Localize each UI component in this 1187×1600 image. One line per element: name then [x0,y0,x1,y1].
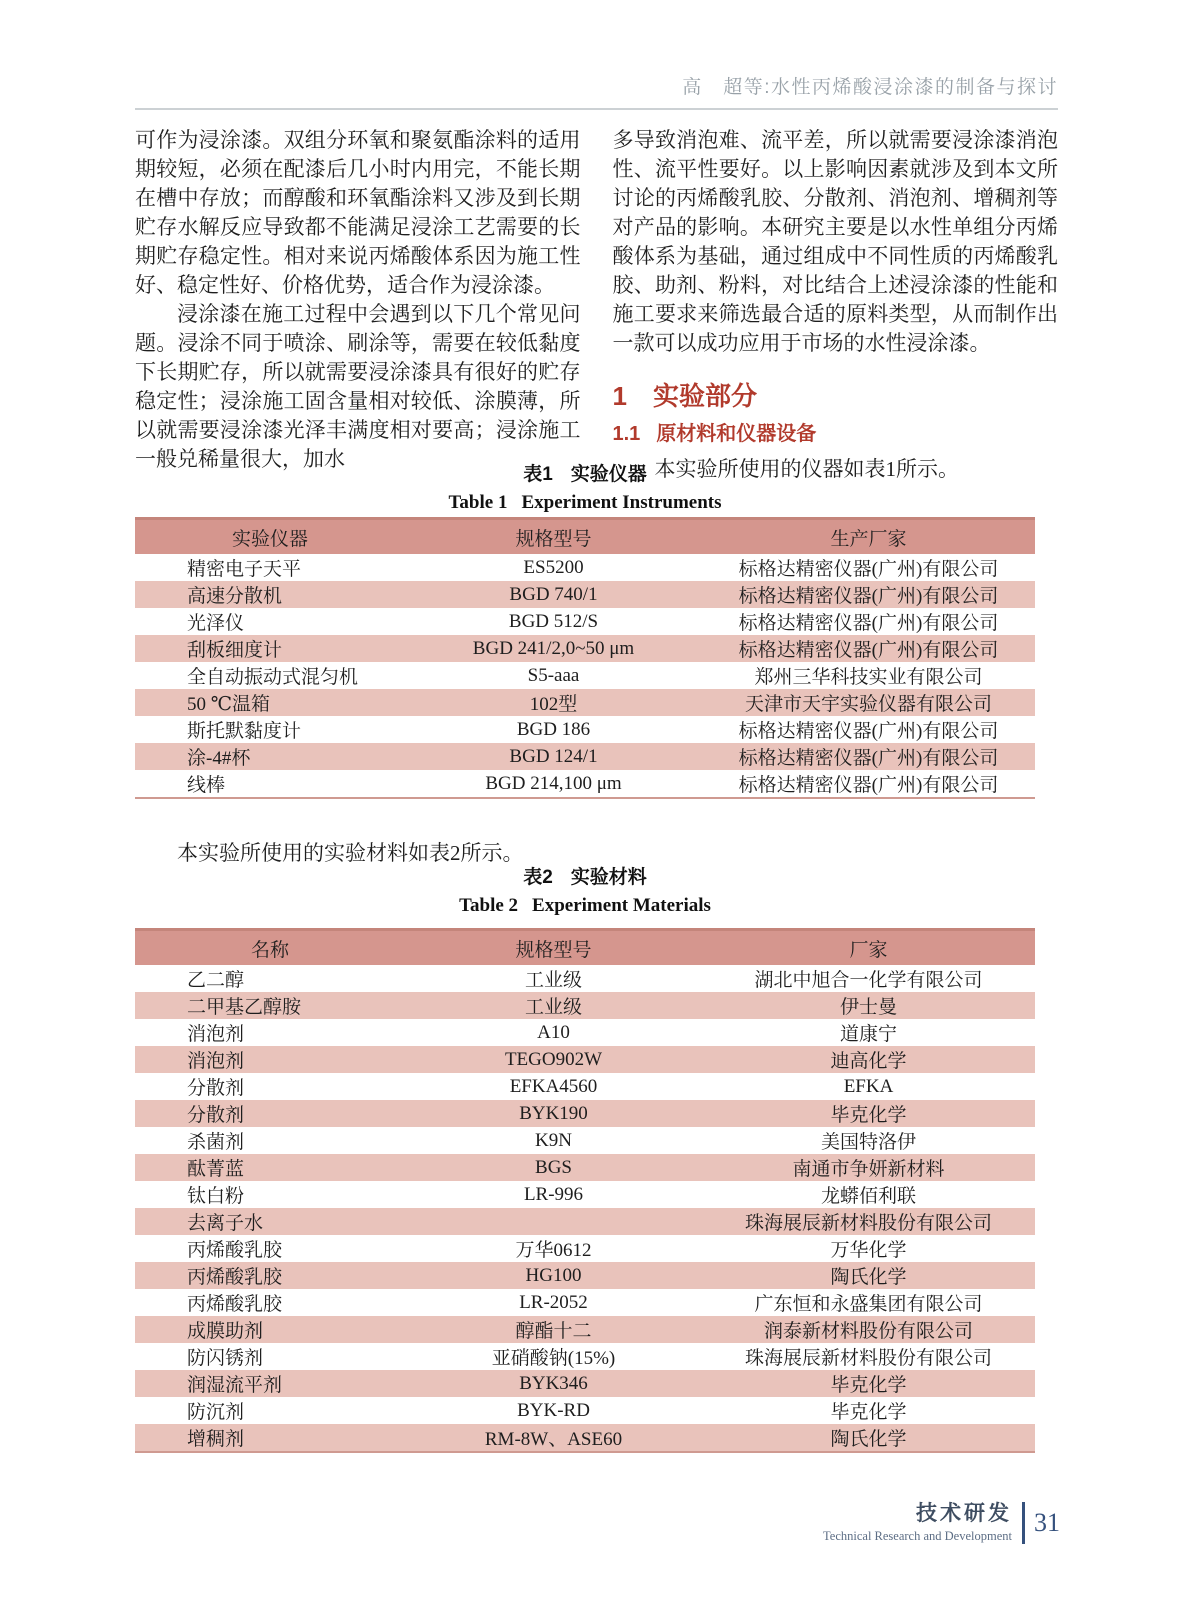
section-title: 原材料和仪器设备 [656,423,817,445]
table-cell: 标格达精密仪器(广州)有限公司 [702,581,1035,608]
table-row [135,1289,1035,1316]
table-cell: 杀菌剂 [187,1132,245,1153]
table-cell: HG100 [405,1262,702,1289]
paragraph-table2-intro: 本实验所使用的实验材料如表2所示。 [177,841,524,865]
left-column [135,126,581,484]
table2-caption-zh-label: 表2 [523,867,553,888]
table2-caption-en [135,893,1035,919]
table-cell: BGS [405,1154,702,1181]
table-cell: 消泡剂 [187,1024,245,1045]
table-row [135,635,1035,662]
table-header-cell: 生产厂家 [702,519,1035,555]
table-cell: 防闪锈剂 [187,1348,264,1369]
table-cell: BYK-RD [517,1399,590,1421]
table-cell: 南通市争妍新材料 [702,1154,1035,1181]
table-cell [405,1208,702,1235]
table2-caption [135,866,1035,919]
table1-caption-en [135,490,1035,516]
instruments-table-body [135,554,1035,798]
table-cell: RM-8W、ASE60 [405,1424,702,1452]
section-number: 1 [612,381,627,411]
table-cell: 伊士曼 [702,992,1035,1019]
table-row [135,1235,1035,1262]
table-row [135,1181,1035,1208]
table-row [135,581,1035,608]
table-cell: 工业级 [524,970,582,991]
table-row [135,1100,1035,1127]
table-row [135,1046,1035,1073]
table1-caption-en-label: Table 1 [448,492,508,513]
table-cell: ES5200 [523,556,584,578]
table-cell: 润湿流平剂 [135,1370,405,1397]
table-row [135,1370,1035,1397]
paragraph-table1-intro: 本实验所使用的仪器如表1所示。 [654,457,959,481]
table-row [135,965,1035,992]
table-header-cell: 名称 [135,930,405,966]
table-cell: BGD 740/1 [405,581,702,608]
table-header-cell: 规格型号 [405,930,702,966]
materials-table-body [135,965,1035,1452]
table-cell: 50 ℃温箱 [135,689,405,716]
table1-caption-zh [135,463,1035,487]
table-cell: 斯托默黏度计 [187,721,302,742]
table-cell: 迪高化学 [702,1046,1035,1073]
table-cell: 广东恒和永盛集团有限公司 [754,1294,983,1315]
table-row [135,1073,1035,1100]
table2-caption-zh-text: 实验材料 [570,867,647,888]
table-row [135,662,1035,689]
table-cell: LR-996 [523,1183,584,1205]
table-cell: 酞菁蓝 [135,1154,405,1181]
table-row [135,554,1035,581]
table-cell: BGD 186 [516,718,591,740]
table-header-cell: 实验仪器 [135,519,405,555]
instruments-table-head [135,519,1035,555]
table-row [135,992,1035,1019]
table-cell: 二甲基乙醇胺 [135,992,405,1019]
table-cell: 珠海展辰新材料股份有限公司 [744,1348,992,1369]
paragraph-problems: 浸涂漆在施工过程中会遇到以下几个常见问题。浸涂不同于喷涂、刷涂等，需要在较低黏度下长期贮存，所以就需要浸涂漆具有很好的贮存稳定性；浸涂施工固含量相对较低、涂膜薄，所以就需要浸涂漆光泽丰满度相对要高；浸涂施工一般兑稀量很大，加水 [135,302,581,471]
table-cell: 丙烯酸乳胶 [135,1262,405,1289]
table-cell: 陶氏化学 [702,1262,1035,1289]
page-number: 31 [1034,1508,1060,1537]
table-cell: 分散剂 [135,1100,405,1127]
table-cell: S5-aaa [527,664,580,686]
table-cell: 万华化学 [830,1240,907,1261]
table-cell: 天津市天宇实验仪器有限公司 [702,689,1035,716]
footer-divider [1022,1502,1025,1544]
materials-table-head [135,930,1035,966]
table-cell: BGD 241/2,0~50 μm [405,635,702,662]
table-cell: EFKA4560 [509,1075,598,1097]
table-cell: 郑州三华科技实业有限公司 [754,667,983,688]
table1-caption-zh-text: 实验仪器 [570,464,647,485]
table-cell: 陶氏化学 [702,1424,1035,1452]
table-row [135,770,1035,798]
table-row [135,1262,1035,1289]
table-cell: A10 [537,1021,570,1043]
table-cell: 防沉剂 [187,1402,245,1423]
table-row [135,743,1035,770]
table-header-cell: 厂家 [702,930,1035,966]
table-cell: 万华0612 [515,1240,592,1261]
table2-caption-zh [135,866,1035,890]
paragraph-continuation: 可作为浸涂漆。双组分环氧和聚氨酯涂料的适用期较短，必须在配漆后几小时内用完，不能长期在槽中存放；而醇酸和环氧酯涂料又涉及到长期贮存水解反应导致都不能满足浸涂工艺需要的长期贮存稳定性。相对来说丙烯酸体系因为施工性好、稳定性好、价格优势，适合作为浸涂漆。 [135,128,581,297]
section-number: 1.1 [612,423,641,445]
running-head-title: 高 超等:水性丙烯酸浸涂漆的制备与探讨 [682,77,1058,98]
table-cell: 精密电子天平 [187,559,302,580]
table-cell: K9N [535,1129,572,1151]
table-cell: 标格达精密仪器(广州)有限公司 [702,635,1035,662]
page-footer [823,1502,1060,1544]
table-cell: 光泽仪 [187,613,245,634]
footer-section-label: 技术研发 [916,1502,1012,1525]
table-cell: 高速分散机 [135,581,405,608]
table-cell: 醇酯十二 [405,1316,702,1343]
table-cell: 美国特洛伊 [820,1132,916,1153]
table-cell: 标格达精密仪器(广州)有限公司 [738,775,999,796]
table-row [135,1424,1035,1452]
section-title: 实验部分 [652,381,757,411]
table-cell: 龙蟒佰利联 [820,1186,916,1207]
table-cell: TEGO902W [405,1046,702,1073]
instruments-table [135,517,1035,799]
table-cell: 标格达精密仪器(广州)有限公司 [738,559,999,580]
paragraph-research-overview: 多导致消泡难、流平差，所以就需要浸涂漆消泡性、流平性要好。以上影响因素就涉及到本文所讨论的丙烯酸乳胶、分散剂、消泡剂、增稠剂等对产品的影响。本研究主要是以水性单组分丙烯酸体系为基础，通过组成中不同性质的丙烯酸乳胶、助剂、粉料，对比结合上述浸涂漆的性能和施工要求来筛选最合适的原料类型，从而制作出一款可以成功应用于市场的水性浸涂漆。 [612,128,1058,355]
table-cell: 102型 [405,689,702,716]
table-cell: 珠海展辰新材料股份有限公司 [702,1208,1035,1235]
table-cell: 去离子水 [135,1208,405,1235]
table-cell: 亚硝酸钠(15%) [491,1348,616,1369]
table-cell: 毕克化学 [702,1100,1035,1127]
table-row [135,689,1035,716]
table-cell: EFKA [843,1075,894,1097]
table-cell: 线棒 [187,775,226,796]
table-cell: 丙烯酸乳胶 [187,1240,283,1261]
table-header-row [135,930,1035,966]
materials-table [135,928,1035,1453]
table-header-cell: 规格型号 [405,519,702,555]
table-cell: 湖北中旭合一化学有限公司 [754,970,983,991]
table1-caption [135,463,1035,516]
table-cell: 毕克化学 [702,1370,1035,1397]
section-heading-1-1 [613,421,1059,447]
table-cell: LR-2052 [519,1291,588,1313]
table-row [135,716,1035,743]
table-row [135,608,1035,635]
table-cell: BYK346 [405,1370,702,1397]
table-row [135,1208,1035,1235]
table-cell: 标格达精密仪器(广州)有限公司 [738,613,999,634]
table2-caption-en-label: Table 2 [459,895,519,916]
table-cell: 钛白粉 [187,1186,245,1207]
table-cell: 成膜助剂 [135,1316,405,1343]
section-heading-1 [613,381,1059,411]
table-cell: 毕克化学 [830,1402,907,1423]
table1-caption-zh-label: 表1 [523,464,553,485]
table-cell: 全自动振动式混匀机 [187,667,359,688]
table-cell: BGD 512/S [508,610,599,632]
table-row [135,1019,1035,1046]
table-cell: 道康宁 [839,1024,897,1045]
table-cell: 刮板细度计 [135,635,405,662]
article-columns [135,126,1058,484]
table-cell: 分散剂 [187,1078,245,1099]
table-cell: 增稠剂 [135,1424,405,1452]
table-row [135,1316,1035,1343]
running-head-rule [135,108,1058,110]
right-column [613,126,1059,484]
footer-section [823,1502,1012,1544]
table-cell: BGD 124/1 [405,743,702,770]
table-row [135,1397,1035,1424]
table-cell: 消泡剂 [135,1046,405,1073]
table-cell: 标格达精密仪器(广州)有限公司 [702,743,1035,770]
table1-caption-en-text: Experiment Instruments [521,492,722,513]
table-cell: 乙二醇 [187,970,245,991]
table-row [135,1127,1035,1154]
table-cell: 工业级 [405,992,702,1019]
table-cell: 润泰新材料股份有限公司 [702,1316,1035,1343]
table-cell: BYK190 [405,1100,702,1127]
footer-section-sublabel: Technical Research and Development [823,1529,1012,1543]
table-row [135,1154,1035,1181]
table-header-row [135,519,1035,555]
table-cell: BGD 214,100 μm [485,772,622,794]
table-cell: 涂-4#杯 [135,743,405,770]
table-row [135,1343,1035,1370]
table-cell: 丙烯酸乳胶 [187,1294,283,1315]
table2-caption-en-text: Experiment Materials [532,895,711,916]
table-cell: 标格达精密仪器(广州)有限公司 [738,721,999,742]
